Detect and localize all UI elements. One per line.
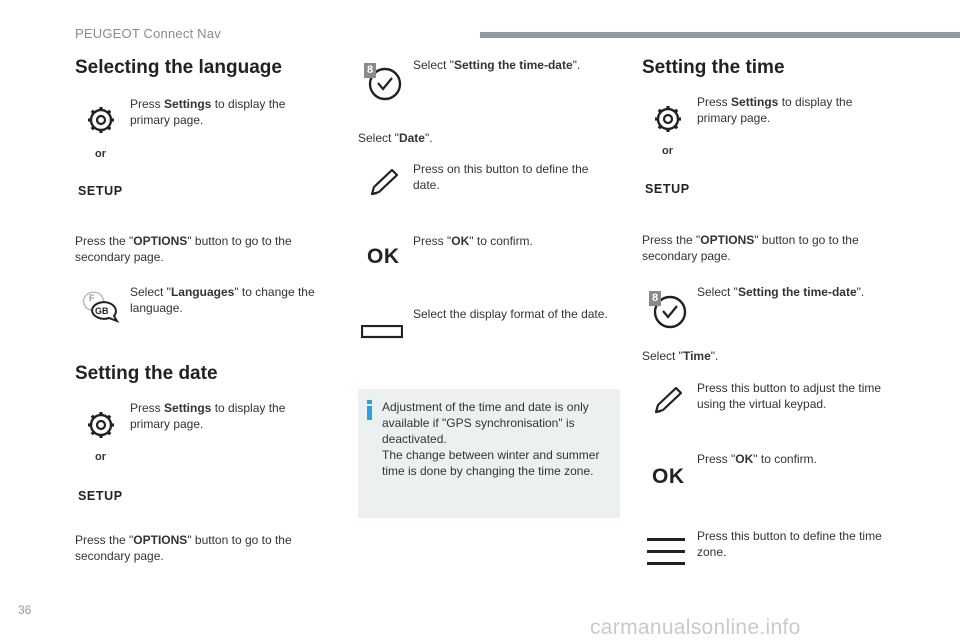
ok-button-label: OK [367, 245, 400, 268]
instruction-define-date: Press on this button to define the date. [413, 162, 589, 192]
instruction-time-date: Select "Setting the time-date". [697, 285, 865, 299]
instruction-press-settings: Press Settings to display the primary page. [130, 401, 286, 431]
setup-button-label: SETUP [645, 182, 690, 196]
instruction-date-format: Select the display format of the date. [413, 307, 608, 321]
lang-icon-f-letter: F [89, 293, 95, 303]
pencil-icon [366, 166, 400, 200]
or-label: or [95, 148, 106, 160]
info-icon [366, 400, 374, 420]
instruction-options: Press the "OPTIONS" button to go to the secondary page. [642, 233, 859, 263]
info-note-text: Adjustment of the time and date is only available if "GPS synchronisation" is deactivated. The change between winter and summer time is done by changing the time zone. [382, 400, 600, 478]
section-title-date: Setting the date [75, 363, 218, 384]
languages-icon [80, 290, 120, 326]
instruction-ok: Press "OK" to confirm. [413, 234, 533, 248]
watermark: carmanualsonline.info [590, 616, 801, 639]
instruction-languages: Select "Languages" to change the language. [130, 285, 315, 315]
instruction-select-date: Select "Date". [358, 131, 433, 145]
instruction-adjust-time: Press this button to adjust the time using the virtual keypad. [697, 381, 882, 411]
setup-button-label: SETUP [78, 489, 123, 503]
clock-icon [362, 60, 404, 102]
instruction-options: Press the "OPTIONS" button to go to the secondary page. [75, 533, 292, 563]
ok-button-label: OK [652, 465, 685, 488]
instruction-time-zone: Press this button to define the time zone. [697, 529, 882, 559]
setup-button-label: SETUP [78, 184, 123, 198]
running-header: PEUGEOT Connect Nav [75, 26, 221, 41]
clock-badge-number: 8 [652, 292, 659, 304]
settings-gear-icon [653, 104, 683, 134]
section-title-language: Selecting the language [75, 57, 282, 78]
info-note-box [358, 389, 620, 518]
instruction-ok: Press "OK" to confirm. [697, 452, 817, 466]
instruction-press-settings: Press Settings to display the primary page. [697, 95, 853, 125]
time-zone-menu-icon [647, 537, 685, 567]
settings-gear-icon [86, 410, 116, 440]
header-bar [480, 32, 960, 38]
clock-badge-number: 8 [367, 64, 374, 76]
clock-icon [647, 288, 689, 330]
date-format-icon [361, 325, 403, 339]
instruction-time-date: Select "Setting the time-date". [413, 58, 581, 72]
or-label: or [95, 451, 106, 463]
pencil-icon [650, 384, 684, 418]
or-label: or [662, 145, 673, 157]
instruction-press-settings: Press Settings to display the primary page. [130, 97, 286, 127]
lang-icon-gb-letters: GB [95, 306, 109, 316]
settings-gear-icon [86, 105, 116, 135]
instruction-options: Press the "OPTIONS" button to go to the secondary page. [75, 234, 292, 264]
page-number: 36 [18, 603, 32, 617]
instruction-select-time: Select "Time". [642, 349, 719, 363]
section-title-time: Setting the time [642, 57, 785, 78]
